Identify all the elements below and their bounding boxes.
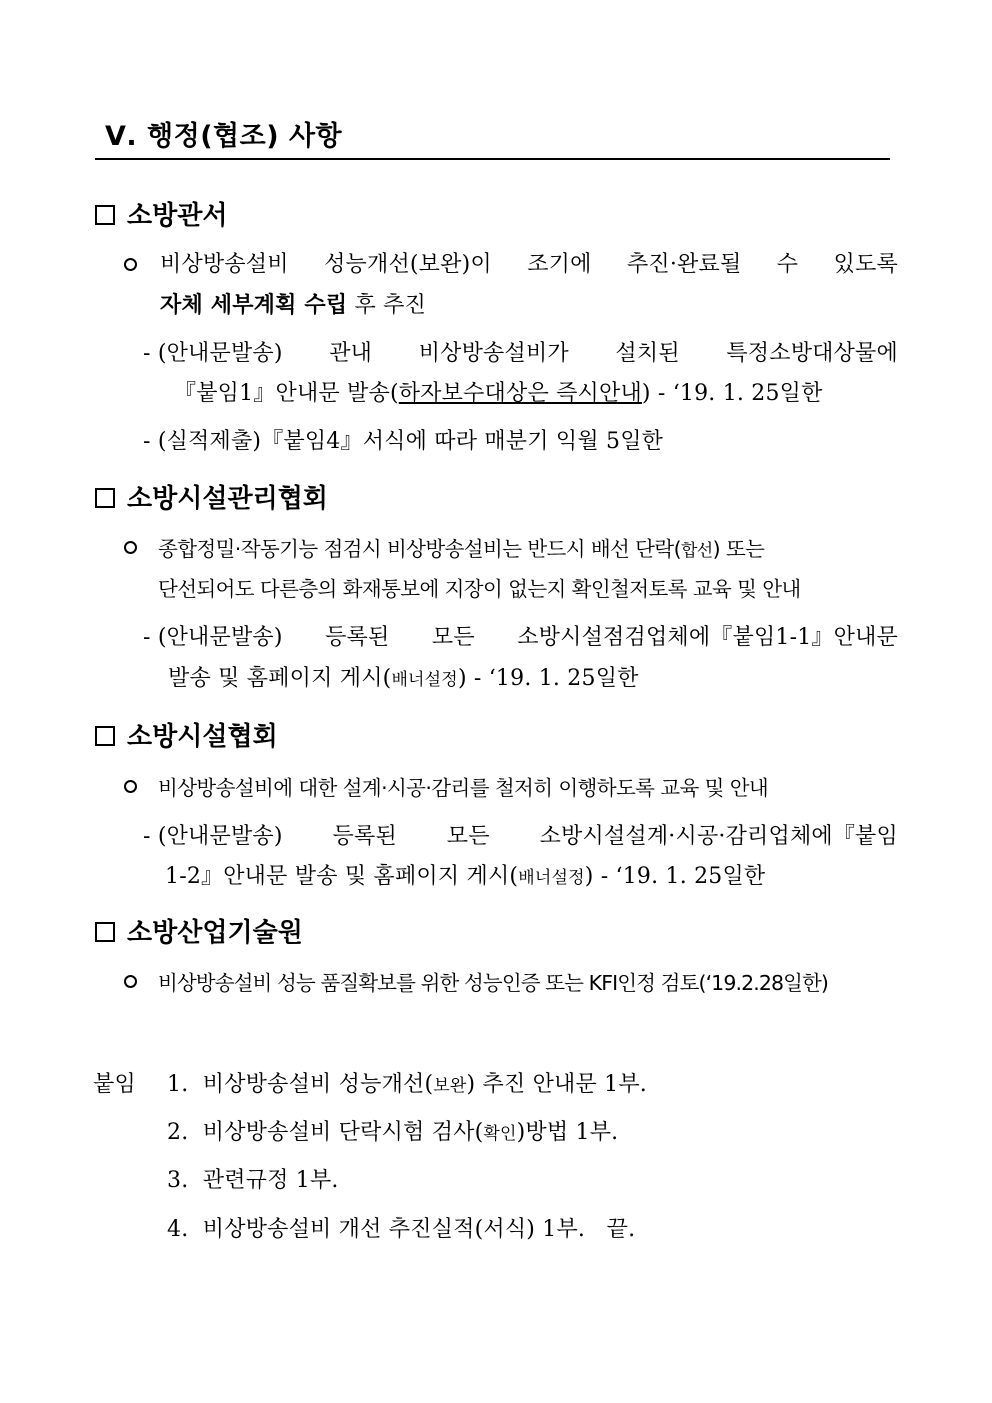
square-bullet-icon [95, 922, 115, 942]
s2-sub1-line1: - (안내문발송) 등록된 모든 소방시설점검업체에『붙임1-1』안내문 [143, 625, 898, 650]
section-title-fire-station [95, 195, 227, 232]
s2-item-line2: 단선되어도 다른층의 화재통보에 지장이 없는지 확인철저토록 교육 및 안내 [158, 577, 801, 601]
s4-item: 비상방송설비 성능 품질확보를 위한 성능인증 또는 KFI인정 검토(‘19.2.28일한) [158, 971, 829, 995]
s3-item: 비상방송설비에 대한 설계·시공·감리를 철저히 이행하도록 교육 및 안내 [158, 776, 769, 800]
s1-sub1-line1: - (안내문발송) 관내 비상방송설비가 설치된 특정소방대상물에 [143, 341, 898, 366]
section-title-text: 소방관서 [127, 201, 228, 231]
s3-sub1-line1: - (안내문발송) 등록된 모든 소방시설설계·시공·감리업체에『붙임 [143, 824, 898, 849]
square-bullet-icon [95, 488, 115, 508]
s2-item-line1: 종합정밀·작동기능 점검시 비상방송설비는 반드시 배선 단락(합선) 또는 [158, 537, 765, 561]
square-bullet-icon [95, 205, 115, 225]
circle-bullet-icon [124, 975, 137, 988]
section-title-text: 소방시설관리협회 [127, 484, 328, 514]
s1-item-line2: 자체 세부계획 수립 후 추진 [160, 292, 427, 318]
page-title: Ⅴ. 행정(협조) 사항 [105, 121, 343, 152]
s3-sub1-line2: 1-2』안내문 발송 및 홈페이지 게시(배너설정) - ‘19. 1. 25일한 [165, 864, 766, 889]
attachment-item: 4. 비상방송설비 개선 추진실적(서식) 1부. 끝. [167, 1217, 636, 1242]
s1-item-line1: 비상방송설비 성능개선(보완)이 조기에 추진·완료될 수 있도록 [160, 252, 898, 277]
heading-block [95, 108, 890, 160]
circle-bullet-icon [124, 780, 137, 793]
s1-sub1-line2: 『붙임1』안내문 발송(하자보수대상은 즉시안내) - ‘19. 1. 25일한 [174, 381, 823, 406]
section-title-facility-assoc [95, 716, 278, 753]
attachment-item: 1. 비상방송설비 성능개선(보완) 추진 안내문 1부. [167, 1072, 647, 1097]
section-title-text: 소방산업기술원 [127, 918, 303, 948]
square-bullet-icon [95, 726, 115, 746]
circle-bullet-icon [124, 541, 137, 554]
attachment-item: 2. 비상방송설비 단락시험 검사(확인)방법 1부. [167, 1120, 619, 1145]
section-title-text: 소방시설협회 [127, 722, 278, 752]
section-title-kfi [95, 912, 303, 949]
attachment-item: 3. 관련규정 1부. [167, 1168, 339, 1193]
section-title-facility-management-assoc [95, 478, 328, 515]
attachments-label: 붙임 [93, 1072, 136, 1097]
circle-bullet-icon [124, 258, 137, 271]
s2-sub1-line2: 발송 및 홈페이지 게시(배너설정) - ‘19. 1. 25일한 [168, 666, 639, 691]
s1-sub2: - (실적제출)『붙임4』서식에 따라 매분기 익월 5일한 [143, 429, 664, 454]
